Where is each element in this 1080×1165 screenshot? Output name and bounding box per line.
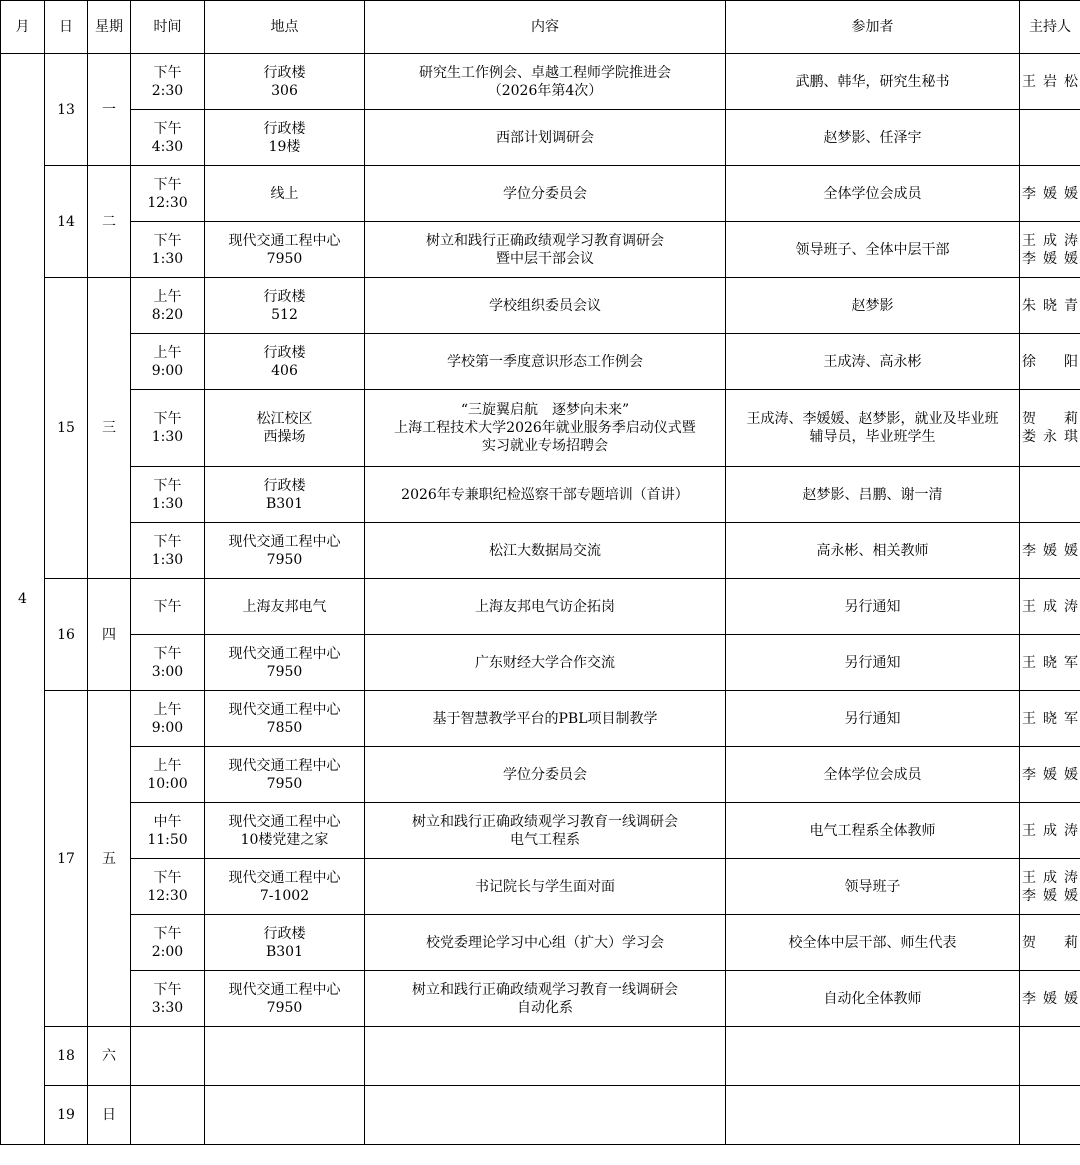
weekday-cell: 日 xyxy=(88,1086,131,1145)
schedule-row xyxy=(1,334,1080,390)
participants-cell: 王成涛、李媛媛、赵梦影，就业及毕业班 辅导员，毕业班学生 xyxy=(726,390,1020,467)
host-cell: 王岩松 xyxy=(1020,54,1080,110)
participants-cell: 赵梦影、吕鹏、谢一清 xyxy=(726,467,1020,523)
content-cell: “三旋翼启航 逐梦向未来” 上海工程技术大学2026年就业服务季启动仪式暨 实习就业专场招聘会 xyxy=(365,390,726,467)
time-cell: 下午 12:30 xyxy=(131,859,205,915)
weekday-cell: 三 xyxy=(88,278,131,579)
participants-cell: 武鹏、韩华，研究生秘书 xyxy=(726,54,1020,110)
schedule-row xyxy=(1,579,1080,635)
day-cell: 19 xyxy=(45,1086,88,1145)
host-cell: 李媛媛 xyxy=(1020,747,1080,803)
time-cell: 中午 11:50 xyxy=(131,803,205,859)
host-cell xyxy=(1020,467,1080,523)
content-cell: 基于智慧教学平台的PBL项目制教学 xyxy=(365,691,726,747)
content-cell: 松江大数据局交流 xyxy=(365,523,726,579)
weekday-cell: 四 xyxy=(88,579,131,691)
content-cell: 广东财经大学合作交流 xyxy=(365,635,726,691)
content-cell: 书记院长与学生面对面 xyxy=(365,859,726,915)
time-cell xyxy=(131,1027,205,1086)
participants-cell: 另行通知 xyxy=(726,691,1020,747)
content-cell: 校党委理论学习中心组（扩大）学习会 xyxy=(365,915,726,971)
time-cell: 上午 9:00 xyxy=(131,691,205,747)
location-cell: 松江校区 西操场 xyxy=(205,390,365,467)
content-cell: 树立和践行正确政绩观学习教育一线调研会 自动化系 xyxy=(365,971,726,1027)
participants-cell: 高永彬、相关教师 xyxy=(726,523,1020,579)
weekday-cell: 二 xyxy=(88,166,131,278)
participants-cell xyxy=(726,1027,1020,1086)
location-cell xyxy=(205,1086,365,1145)
schedule-row xyxy=(1,166,1080,222)
content-cell: 学位分委员会 xyxy=(365,166,726,222)
participants-cell: 赵梦影 xyxy=(726,278,1020,334)
participants-cell: 自动化全体教师 xyxy=(726,971,1020,1027)
time-cell xyxy=(131,1086,205,1145)
day-cell: 16 xyxy=(45,579,88,691)
day-cell: 18 xyxy=(45,1027,88,1086)
location-cell: 行政楼 406 xyxy=(205,334,365,390)
location-cell: 行政楼 512 xyxy=(205,278,365,334)
empty-day-row xyxy=(1,1027,1080,1086)
participants-cell: 校全体中层干部、师生代表 xyxy=(726,915,1020,971)
location-cell: 行政楼 19楼 xyxy=(205,110,365,166)
day-cell: 14 xyxy=(45,166,88,278)
participants-cell: 赵梦影、任泽宇 xyxy=(726,110,1020,166)
header-location: 地点 xyxy=(205,1,365,54)
host-cell: 李媛媛 xyxy=(1020,971,1080,1027)
location-cell: 现代交通工程中心 7-1002 xyxy=(205,859,365,915)
schedule-row xyxy=(1,971,1080,1027)
participants-cell: 电气工程系全体教师 xyxy=(726,803,1020,859)
month-cell: 4 xyxy=(1,54,45,1145)
header-month: 月 xyxy=(1,1,45,54)
location-cell: 行政楼 B301 xyxy=(205,915,365,971)
host-cell: 王成涛 李媛媛 xyxy=(1020,222,1080,278)
schedule-row xyxy=(1,110,1080,166)
location-cell: 现代交通工程中心 7950 xyxy=(205,523,365,579)
host-cell: 李媛媛 xyxy=(1020,166,1080,222)
schedule-row xyxy=(1,278,1080,334)
content-cell: 树立和践行正确政绩观学习教育一线调研会 电气工程系 xyxy=(365,803,726,859)
schedule-row xyxy=(1,523,1080,579)
location-cell: 行政楼 B301 xyxy=(205,467,365,523)
content-cell: 西部计划调研会 xyxy=(365,110,726,166)
time-cell: 下午 xyxy=(131,579,205,635)
time-cell: 上午 10:00 xyxy=(131,747,205,803)
schedule-row xyxy=(1,390,1080,467)
header-row xyxy=(1,1,1080,54)
time-cell: 上午 8:20 xyxy=(131,278,205,334)
day-cell: 13 xyxy=(45,54,88,166)
content-cell: 学位分委员会 xyxy=(365,747,726,803)
schedule-row xyxy=(1,915,1080,971)
content-cell: 上海友邦电气访企拓岗 xyxy=(365,579,726,635)
content-cell xyxy=(365,1027,726,1086)
host-cell: 王成涛 xyxy=(1020,579,1080,635)
day-cell: 15 xyxy=(45,278,88,579)
time-cell: 下午 2:30 xyxy=(131,54,205,110)
location-cell: 现代交通工程中心 7950 xyxy=(205,747,365,803)
host-cell: 李媛媛 xyxy=(1020,523,1080,579)
location-cell xyxy=(205,1027,365,1086)
empty-day-row xyxy=(1,1086,1080,1145)
schedule-row xyxy=(1,803,1080,859)
host-cell: 徐阳 xyxy=(1020,334,1080,390)
schedule-row xyxy=(1,859,1080,915)
time-cell: 下午 4:30 xyxy=(131,110,205,166)
schedule-row xyxy=(1,54,1080,110)
location-cell: 线上 xyxy=(205,166,365,222)
location-cell: 现代交通工程中心 10楼党建之家 xyxy=(205,803,365,859)
time-cell: 下午 3:30 xyxy=(131,971,205,1027)
schedule-body xyxy=(1,54,1080,1145)
participants-cell: 领导班子、全体中层干部 xyxy=(726,222,1020,278)
participants-cell: 王成涛、高永彬 xyxy=(726,334,1020,390)
header-day: 日 xyxy=(45,1,88,54)
content-cell: 2026年专兼职纪检巡察干部专题培训（首讲） xyxy=(365,467,726,523)
content-cell xyxy=(365,1086,726,1145)
host-cell: 朱晓青 xyxy=(1020,278,1080,334)
time-cell: 下午 3:00 xyxy=(131,635,205,691)
location-cell: 上海友邦电气 xyxy=(205,579,365,635)
time-cell: 上午 9:00 xyxy=(131,334,205,390)
host-cell: 王晓军 xyxy=(1020,635,1080,691)
day-cell: 17 xyxy=(45,691,88,1027)
host-cell xyxy=(1020,1086,1080,1145)
participants-cell: 另行通知 xyxy=(726,579,1020,635)
host-cell xyxy=(1020,110,1080,166)
participants-cell: 全体学位会成员 xyxy=(726,747,1020,803)
header-host: 主持人 xyxy=(1020,1,1080,54)
schedule-row xyxy=(1,467,1080,523)
location-cell: 现代交通工程中心 7950 xyxy=(205,635,365,691)
time-cell: 下午 2:00 xyxy=(131,915,205,971)
content-cell: 学校第一季度意识形态工作例会 xyxy=(365,334,726,390)
time-cell: 下午 1:30 xyxy=(131,222,205,278)
host-cell: 贺莉 娄永琪 xyxy=(1020,390,1080,467)
header-weekday: 星期 xyxy=(88,1,131,54)
location-cell: 行政楼 306 xyxy=(205,54,365,110)
content-cell: 学校组织委员会议 xyxy=(365,278,726,334)
host-cell: 王成涛 李媛媛 xyxy=(1020,859,1080,915)
host-cell: 王晓军 xyxy=(1020,691,1080,747)
host-cell: 贺莉 xyxy=(1020,915,1080,971)
time-cell: 下午 1:30 xyxy=(131,523,205,579)
weekday-cell: 五 xyxy=(88,691,131,1027)
content-cell: 树立和践行正确政绩观学习教育调研会 暨中层干部会议 xyxy=(365,222,726,278)
host-cell: 王成涛 xyxy=(1020,803,1080,859)
location-cell: 现代交通工程中心 7950 xyxy=(205,971,365,1027)
schedule-row xyxy=(1,635,1080,691)
header-participants: 参加者 xyxy=(726,1,1020,54)
schedule-row xyxy=(1,222,1080,278)
participants-cell: 领导班子 xyxy=(726,859,1020,915)
weekday-cell: 六 xyxy=(88,1027,131,1086)
time-cell: 下午 1:30 xyxy=(131,467,205,523)
schedule-row xyxy=(1,747,1080,803)
time-cell: 下午 12:30 xyxy=(131,166,205,222)
location-cell: 现代交通工程中心 7950 xyxy=(205,222,365,278)
time-cell: 下午 1:30 xyxy=(131,390,205,467)
host-cell xyxy=(1020,1027,1080,1086)
header-content: 内容 xyxy=(365,1,726,54)
schedule-row xyxy=(1,691,1080,747)
participants-cell xyxy=(726,1086,1020,1145)
weekday-cell: 一 xyxy=(88,54,131,166)
participants-cell: 另行通知 xyxy=(726,635,1020,691)
participants-cell: 全体学位会成员 xyxy=(726,166,1020,222)
header-time: 时间 xyxy=(131,1,205,54)
location-cell: 现代交通工程中心 7850 xyxy=(205,691,365,747)
content-cell: 研究生工作例会、卓越工程师学院推进会 （2026年第4次） xyxy=(365,54,726,110)
